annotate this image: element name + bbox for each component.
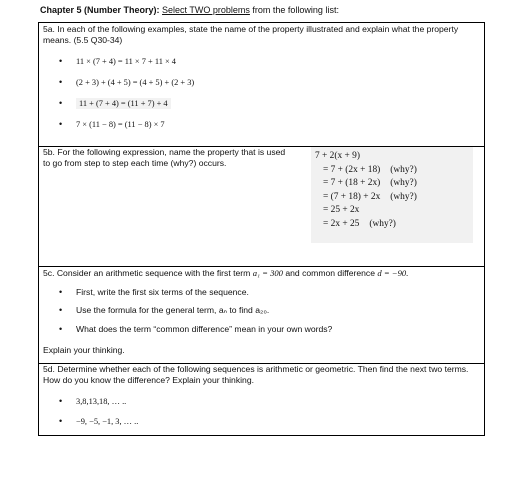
problem-5c-box xyxy=(38,266,485,363)
list-item: • −9, −5, −1, 3, … .. xyxy=(39,416,484,426)
problem-5b-prompt: 5b. For the following expression, name the property that is used to go from step to step each time (why?) occurs. xyxy=(43,147,286,168)
list-item: • Use the formula for the general term, aₙ to find a₂₀. xyxy=(39,305,484,316)
list-item: • 3,8,13,18, … .. xyxy=(39,396,484,406)
step-row: 7 + 2(x + 9) xyxy=(315,151,360,161)
problem-5b-box xyxy=(38,146,485,266)
list-item: • 11 + (7 + 4) = (11 + 7) + 4 xyxy=(39,98,484,108)
list-item: • (2 + 3) + (4 + 5) = (4 + 5) + (2 + 3) xyxy=(39,77,484,87)
problem-5d-list xyxy=(39,396,484,426)
step-row: = 2x + 25 (why?) xyxy=(323,218,396,229)
problem-5a-box xyxy=(38,22,485,146)
list-item: • 11 × (7 + 4) = 11 × 7 + 11 × 4 xyxy=(39,56,484,66)
step-row: = 7 + (18 + 2x) (why?) xyxy=(323,178,417,188)
problem-5d-box xyxy=(38,363,485,436)
problem-5d-prompt: 5d. Determine whether each of the following sequences is arithmetic or geometric. Then find the next two terms. How do you know the difference? Explain your thinking. xyxy=(43,364,469,385)
common-difference: d = −90. xyxy=(377,268,409,278)
problem-5a-prompt: 5a. In each of the following examples, state the name of the property illustrated and explain what the property means. (5.5 Q30-34) xyxy=(43,24,459,45)
step-row: = 7 + (2x + 18) (why?) xyxy=(323,164,417,175)
step-row: = (7 + 18) + 2x (why?) xyxy=(323,191,417,202)
problem-5c-closing: Explain your thinking. xyxy=(43,345,125,355)
list-item: • 7 × (11 − 8) = (11 − 8) × 7 xyxy=(39,119,484,129)
list-item: • First, write the first six terms of the sequence. xyxy=(39,287,484,297)
title-rest: from the following list: xyxy=(249,5,339,15)
problem-5c-list xyxy=(39,287,484,334)
first-term: a₁ = 300 xyxy=(252,268,283,278)
step-derivation xyxy=(311,147,473,243)
problem-5a-list xyxy=(39,56,484,129)
list-item: • What does the term “common difference” mean in your own words? xyxy=(39,324,484,334)
chapter-label: Chapter 5 (Number Theory): xyxy=(40,5,160,15)
problem-5c-prompt: 5c. Consider an arithmetic sequence with the first term a₁ = 300 and common difference d = −90. xyxy=(43,268,409,278)
page-title xyxy=(40,5,339,15)
select-instruction: Select TWO problems xyxy=(162,5,250,15)
step-row: = 25 + 2x xyxy=(323,205,360,215)
